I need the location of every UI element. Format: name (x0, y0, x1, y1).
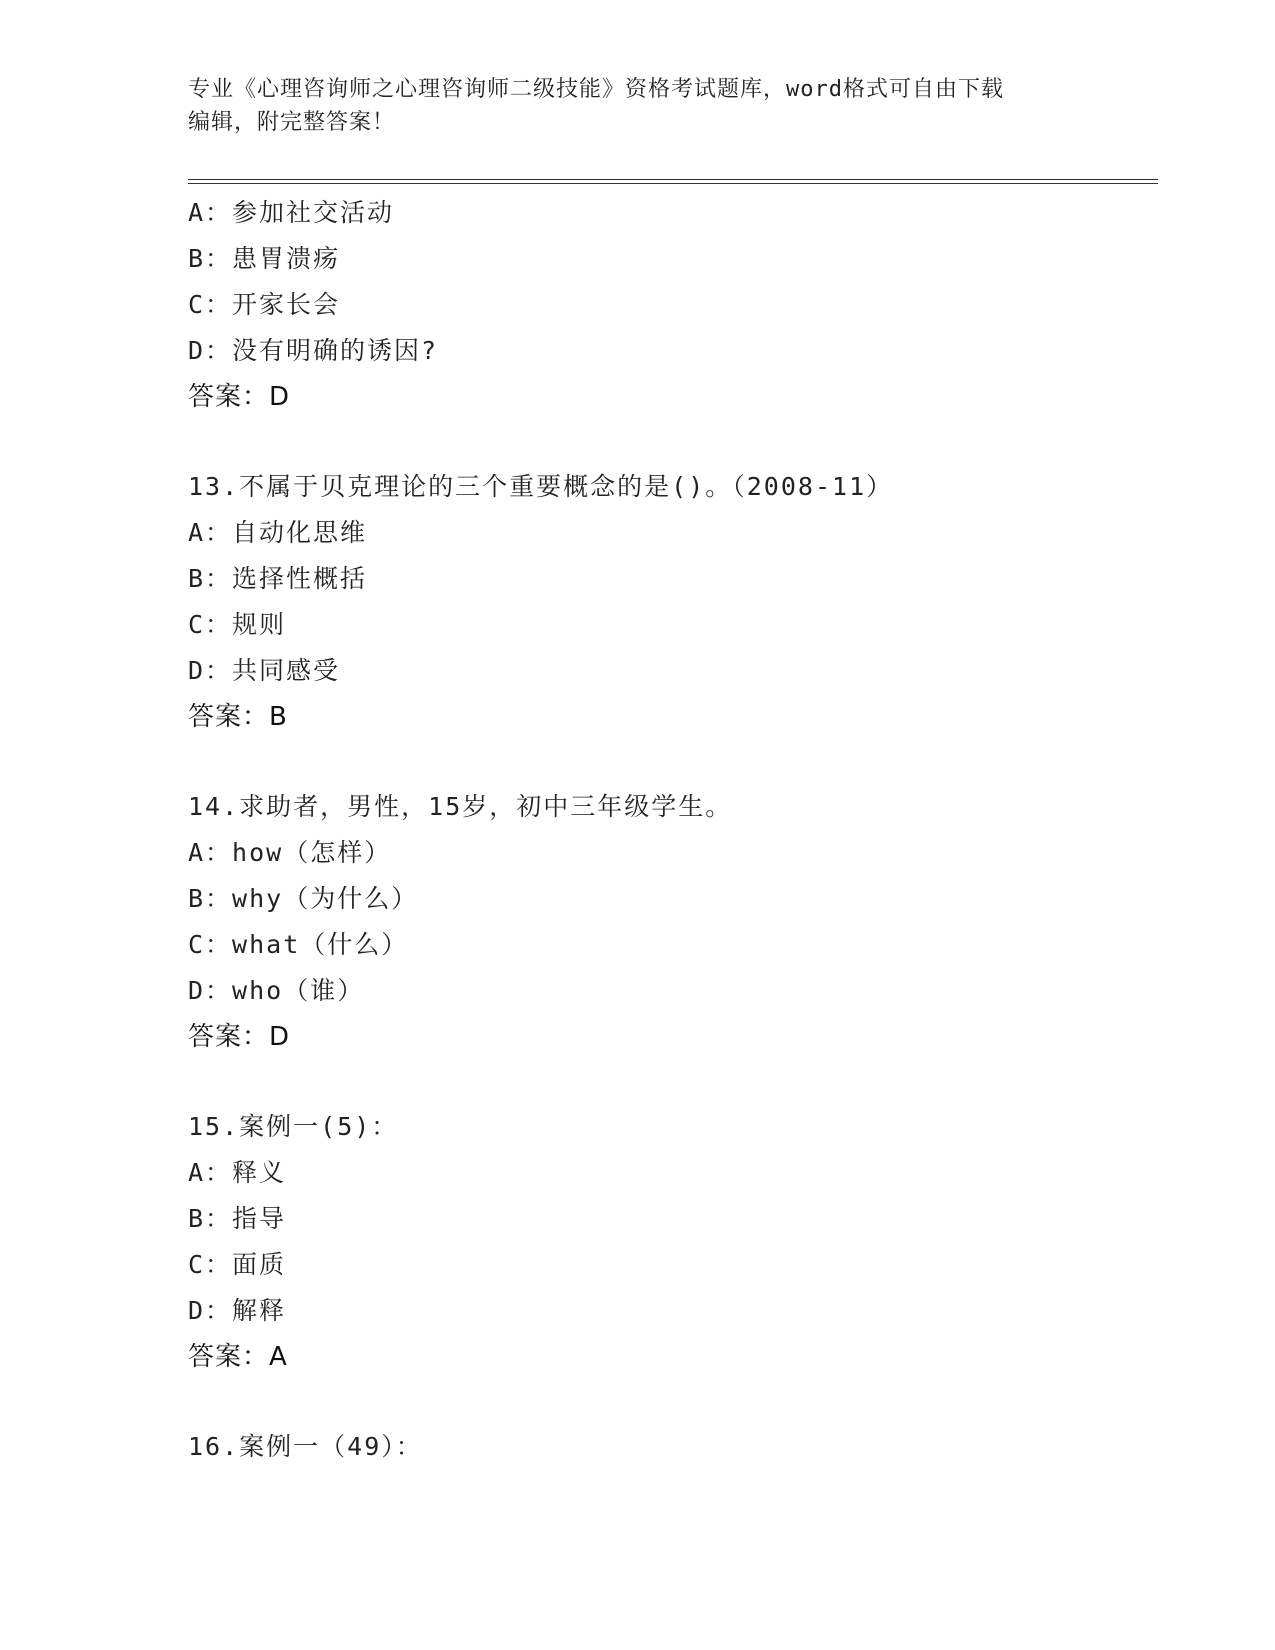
option-c: C：what（什么） (188, 930, 409, 959)
answer-line: 答案：A (188, 1342, 288, 1372)
option-d: D：解释 (188, 1296, 287, 1325)
answer-line: 答案：D (188, 382, 291, 412)
question-block (188, 784, 1148, 1060)
option-b: B：选择性概括 (188, 564, 368, 593)
option-c: C：规则 (188, 610, 287, 639)
question-list (188, 190, 1148, 1470)
option-b: B：患胃溃疡 (188, 244, 341, 273)
question-block (188, 190, 1148, 420)
question-text: 14.求助者，男性，15岁，初中三年级学生。 (188, 792, 733, 821)
spacer (188, 1380, 1148, 1424)
spacer (188, 420, 1148, 464)
question-block (188, 464, 1148, 740)
option-a: A：how（怎样） (188, 838, 392, 867)
header-line-2: 编辑，附完整答案！ (188, 110, 396, 135)
question-text: 16.案例一（49）： (188, 1432, 423, 1461)
answer-line: 答案：B (188, 702, 288, 732)
question-text: 15.案例一(5)： (188, 1112, 399, 1141)
option-b: B：why（为什么） (188, 884, 419, 913)
question-block (188, 1104, 1148, 1380)
header-divider (188, 179, 1158, 184)
option-a: A：释义 (188, 1158, 287, 1187)
option-d: D：没有明确的诱因? (188, 336, 439, 365)
spacer (188, 1060, 1148, 1104)
header-line-1: 专业《心理咨询师之心理咨询师二级技能》资格考试题库，word格式可自由下载 (188, 77, 1004, 102)
option-a: A：参加社交活动 (188, 198, 395, 227)
option-d: D：共同感受 (188, 656, 341, 685)
question-text: 13.不属于贝克理论的三个重要概念的是()。（2008-11） (188, 472, 894, 501)
spacer (188, 740, 1148, 784)
option-c: C：开家长会 (188, 290, 341, 319)
question-block (188, 1424, 1148, 1470)
option-d: D：who（谁） (188, 976, 365, 1005)
document-header (188, 73, 1088, 139)
answer-line: 答案：D (188, 1022, 291, 1052)
option-b: B：指导 (188, 1204, 287, 1233)
option-c: C：面质 (188, 1250, 287, 1279)
option-a: A：自动化思维 (188, 518, 368, 547)
